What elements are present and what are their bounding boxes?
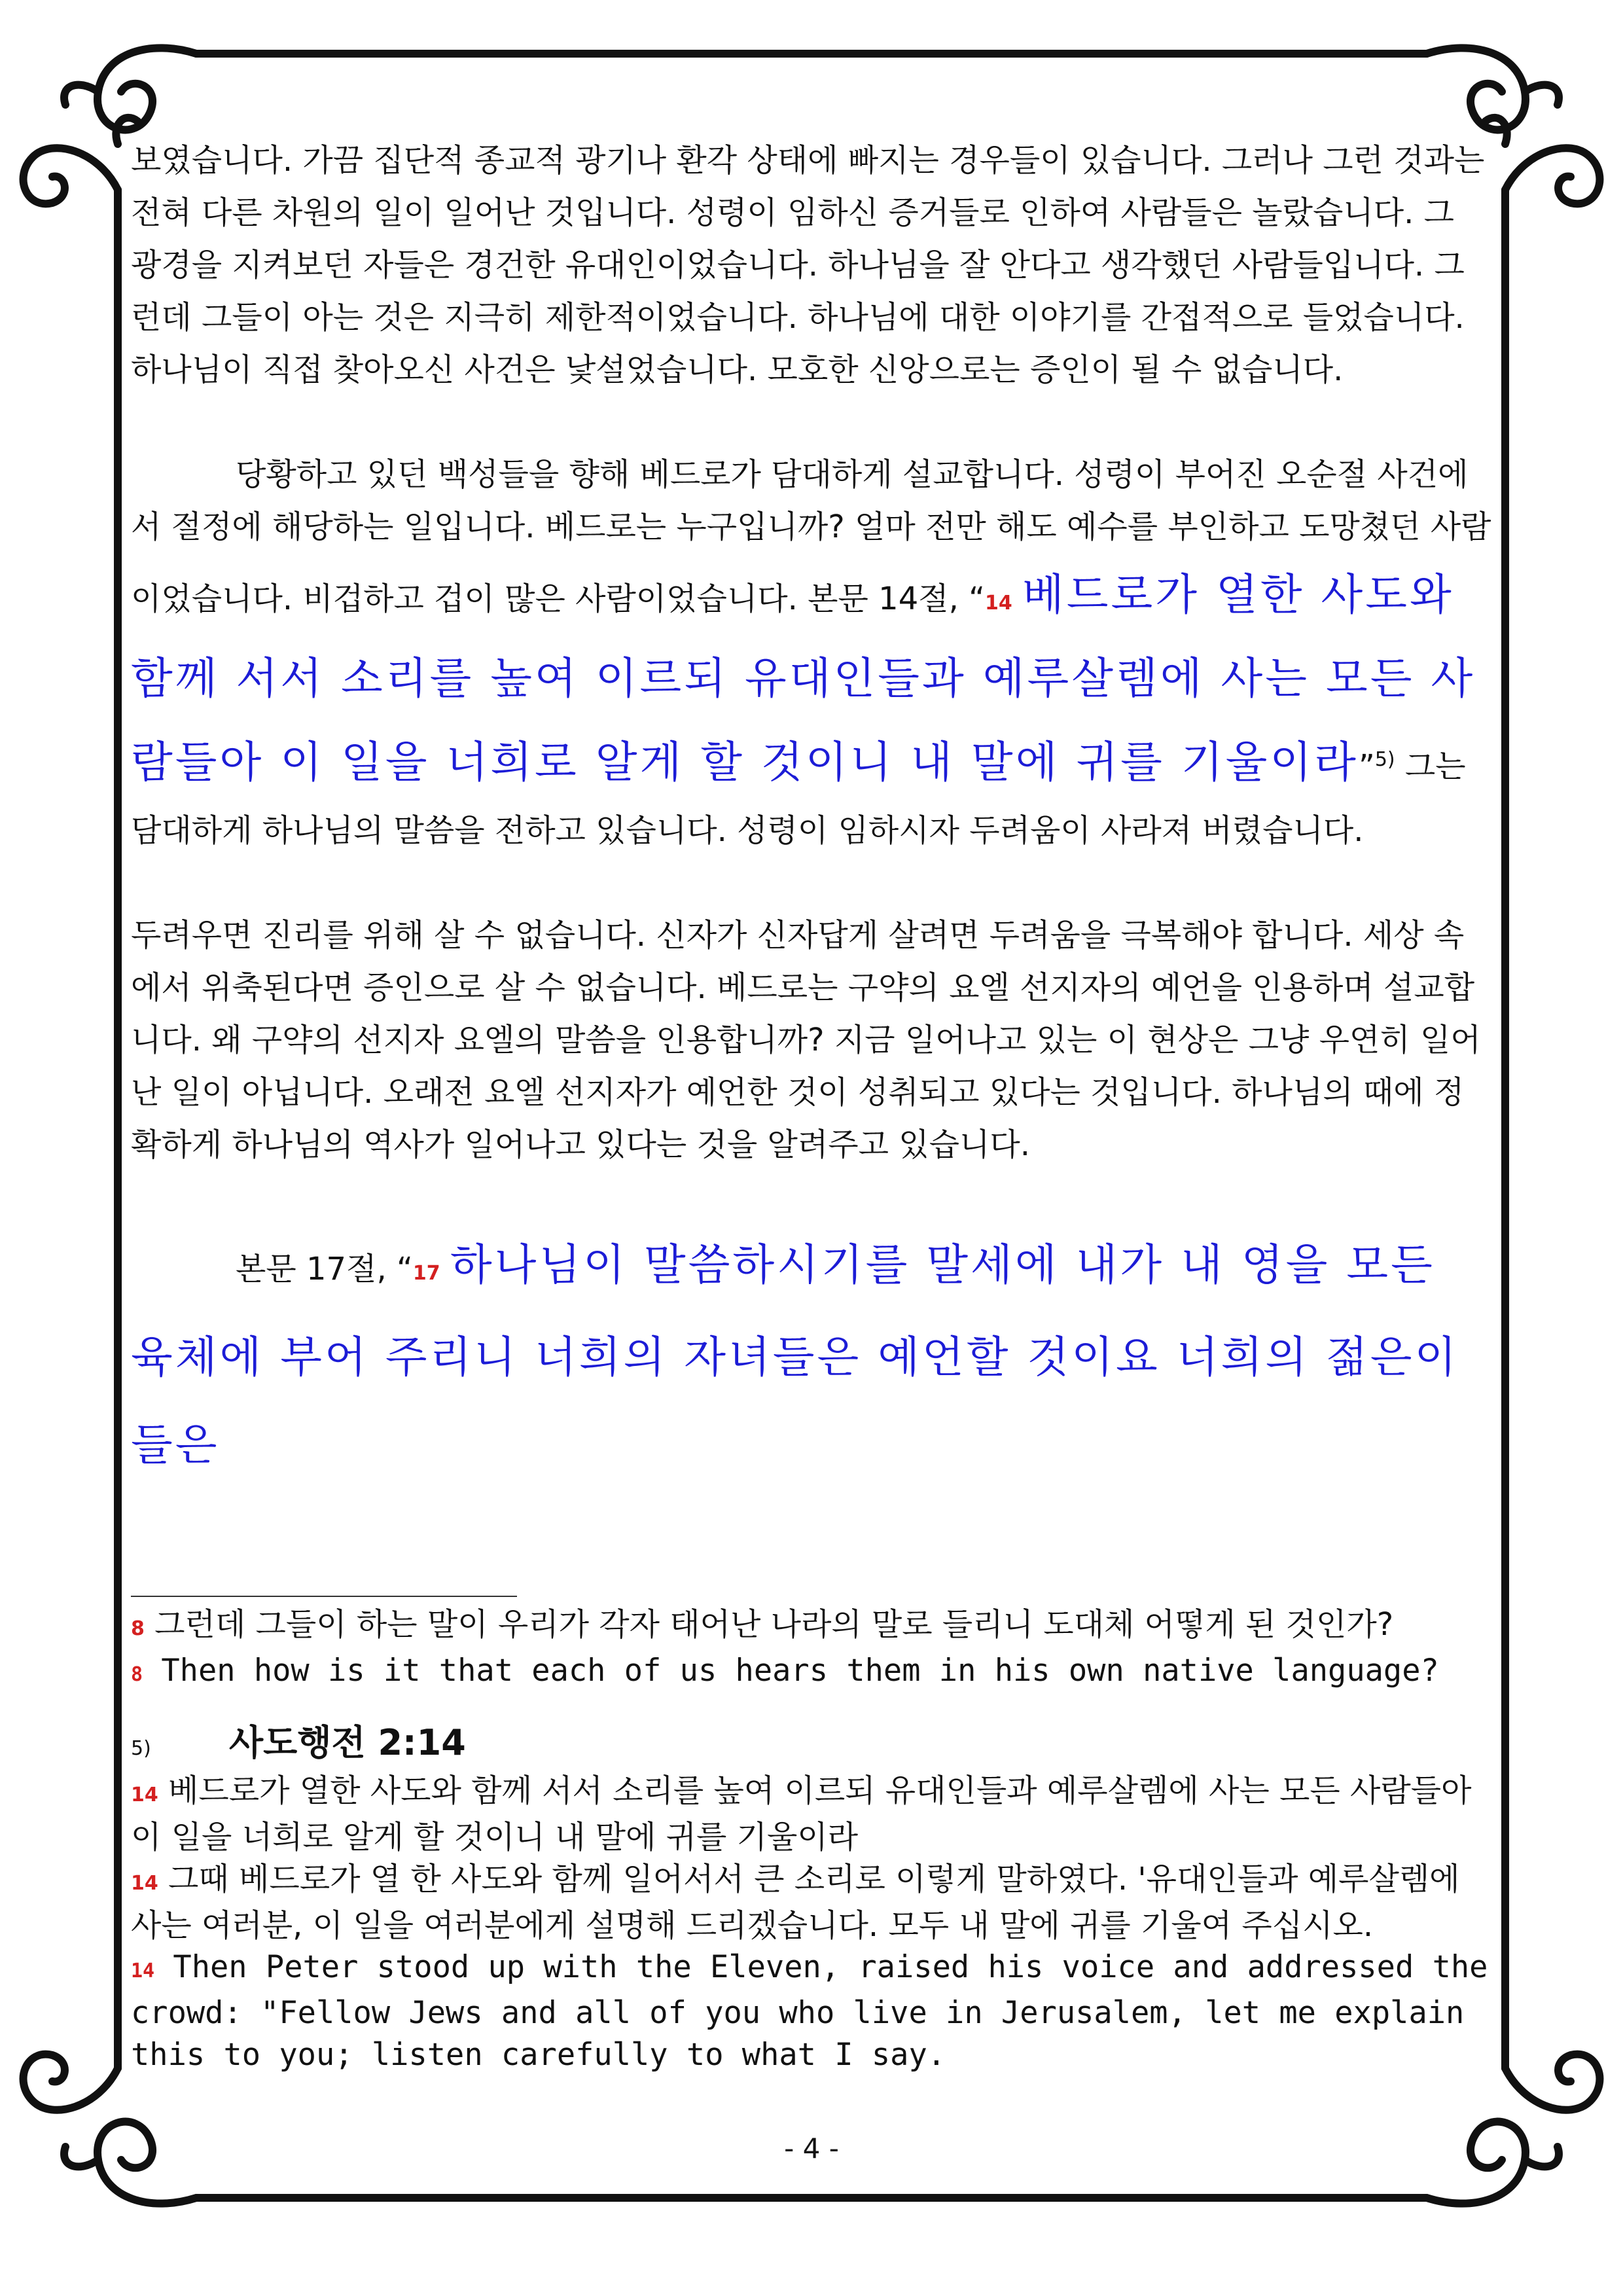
verse-number: 8 [131,1663,143,1686]
footnote-text: 베드로가 열한 사도와 함께 서서 소리를 높여 이르되 유대인들과 예루살렘에 사는 모든 사람들아 이 일을 너희로 알게 할 것이니 내 말에 귀를 기울이라 [131,1772,1472,1856]
verse-number: 14 [131,1872,158,1895]
verse-number: 14 [131,1960,155,1982]
verse-number: 14 [985,592,1012,615]
footnote-text: Then Peter stood up with the Eleven, raised his voice and addressed the crowd: "Fellow Jews and all of you who live in Jerusalem, let me explain this to you; listen carefully to what I say. [131,1949,1488,2073]
footnote-5-ko2 [131,1858,1492,1946]
paragraph-1: 보였습니다. 가끔 집단적 종교적 광기나 환각 상태에 빠지는 경우들이 있습니다. 그러나 그런 것과는 전혀 다른 차원의 일이 일어난 것입니다. 성령이 임하신 증거들로 인하여 사람들은 놀랐습니다. 그 광경을 지켜보던 자들은 경건한 유대인이었습니다. 하나님을 잘 안다고 생각했던 사람들입니다. 그런데 그들이 아는 것은 지극히 제한적이었습니다. 하나님에 대한 이야기를 간접적으로 들었습니다. 하나님이 직접 찾아오신 사건은 낯설었습니다. 모호한 신앙으로는 증인이 될 수 없습니다. [131,142,1485,388]
verse-number: 8 [131,1617,145,1640]
close-quote: ” [1358,748,1375,785]
scripture-quote: 베드로가 열한 사도와 함께 서서 소리를 높여 이르되 유대인들과 예루살렘에 사는 모든 사람들아 이 일을 너희로 알게 할 것이니 내 말에 귀를 기울이라 [131,569,1476,787]
footnote-8-en [131,1650,1492,1696]
footnote-5-heading [131,1722,1492,1770]
footnote-mark: 5) [131,1737,151,1760]
footnote-ref: 5) [1374,748,1395,771]
paragraph-2-intro: 당황하고 있던 백성들을 향해 베드로가 담대하게 설교합니다. 성령이 부어진 오순절 사건에서 절정에 해당하는 일입니다. 베드로는 누구입니까? 얼마 전만 해도 예수를 부인하고 도망쳤던 사람이었습니다. 비겁하고 겁이 많은 사람이었습니다. 본문 14절, “ [131,456,1491,617]
footnotes [131,1604,1492,2076]
verse-number: 17 [412,1262,440,1285]
footnote-text: Then how is it that each of us hears them in his own native language? [161,1653,1439,1689]
bible-reference: 사도행전 2:14 [229,1722,466,1763]
page-number: - 4 - [784,2132,839,2164]
paragraph-2-after: 그는 담대하게 하나님의 말씀을 전하고 있습니다. 성령이 임하시자 두려움이 사라져 버렸습니다. [131,748,1466,849]
footnote-text: 그런데 그들이 하는 말이 우리가 각자 태어난 나라의 말로 들리니 도대체 어떻게 된 것인가? [154,1606,1394,1643]
paragraph-3: 두려우면 진리를 위해 살 수 없습니다. 신자가 신자답게 살려면 두려움을 극복해야 합니다. 세상 속에서 위축된다면 증인으로 살 수 없습니다. 베드로는 구약의 요엘 선지자의 예언을 인용하며 설교합니다. 왜 구약의 선지자 요엘의 말씀을 인용합니까? 지금 일어나고 있는 이 현상은 그냥 우연히 일어난 일이 아닙니다. 오래전 요엘 선지자가 예언한 것이 성취되고 있다는 것입니다. 하나님의 때에 정확하게 하나님의 역사가 일어나고 있다는 것을 알려주고 있습니다. [131,917,1481,1163]
footnote-8-ko [131,1604,1492,1650]
footnote-divider [131,1596,517,1597]
scripture-quote: 하나님이 말씀하시기를 말세에 내가 내 영을 모든 육체에 부어 주리니 너희의 자녀들은 예언할 것이요 너희의 젊은이들은 [131,1240,1459,1470]
footnote-5-en [131,1946,1492,2076]
paragraph-2 [131,448,1492,857]
paragraph-4-intro: 본문 17절, “ [236,1251,413,1287]
main-content [131,134,1492,1491]
paragraph-4 [131,1223,1492,1491]
footnote-5-ko1 [131,1770,1492,1858]
footnote-text: 그때 베드로가 열 한 사도와 함께 일어서서 큰 소리로 이렇게 말하였다. '유대인들과 예루살렘에 사는 여러분, 이 일을 여러분에게 설명해 드리겠습니다. 모두 내 말에 귀를 기울여 주십시오. [131,1861,1460,1944]
verse-number: 14 [131,1784,158,1806]
